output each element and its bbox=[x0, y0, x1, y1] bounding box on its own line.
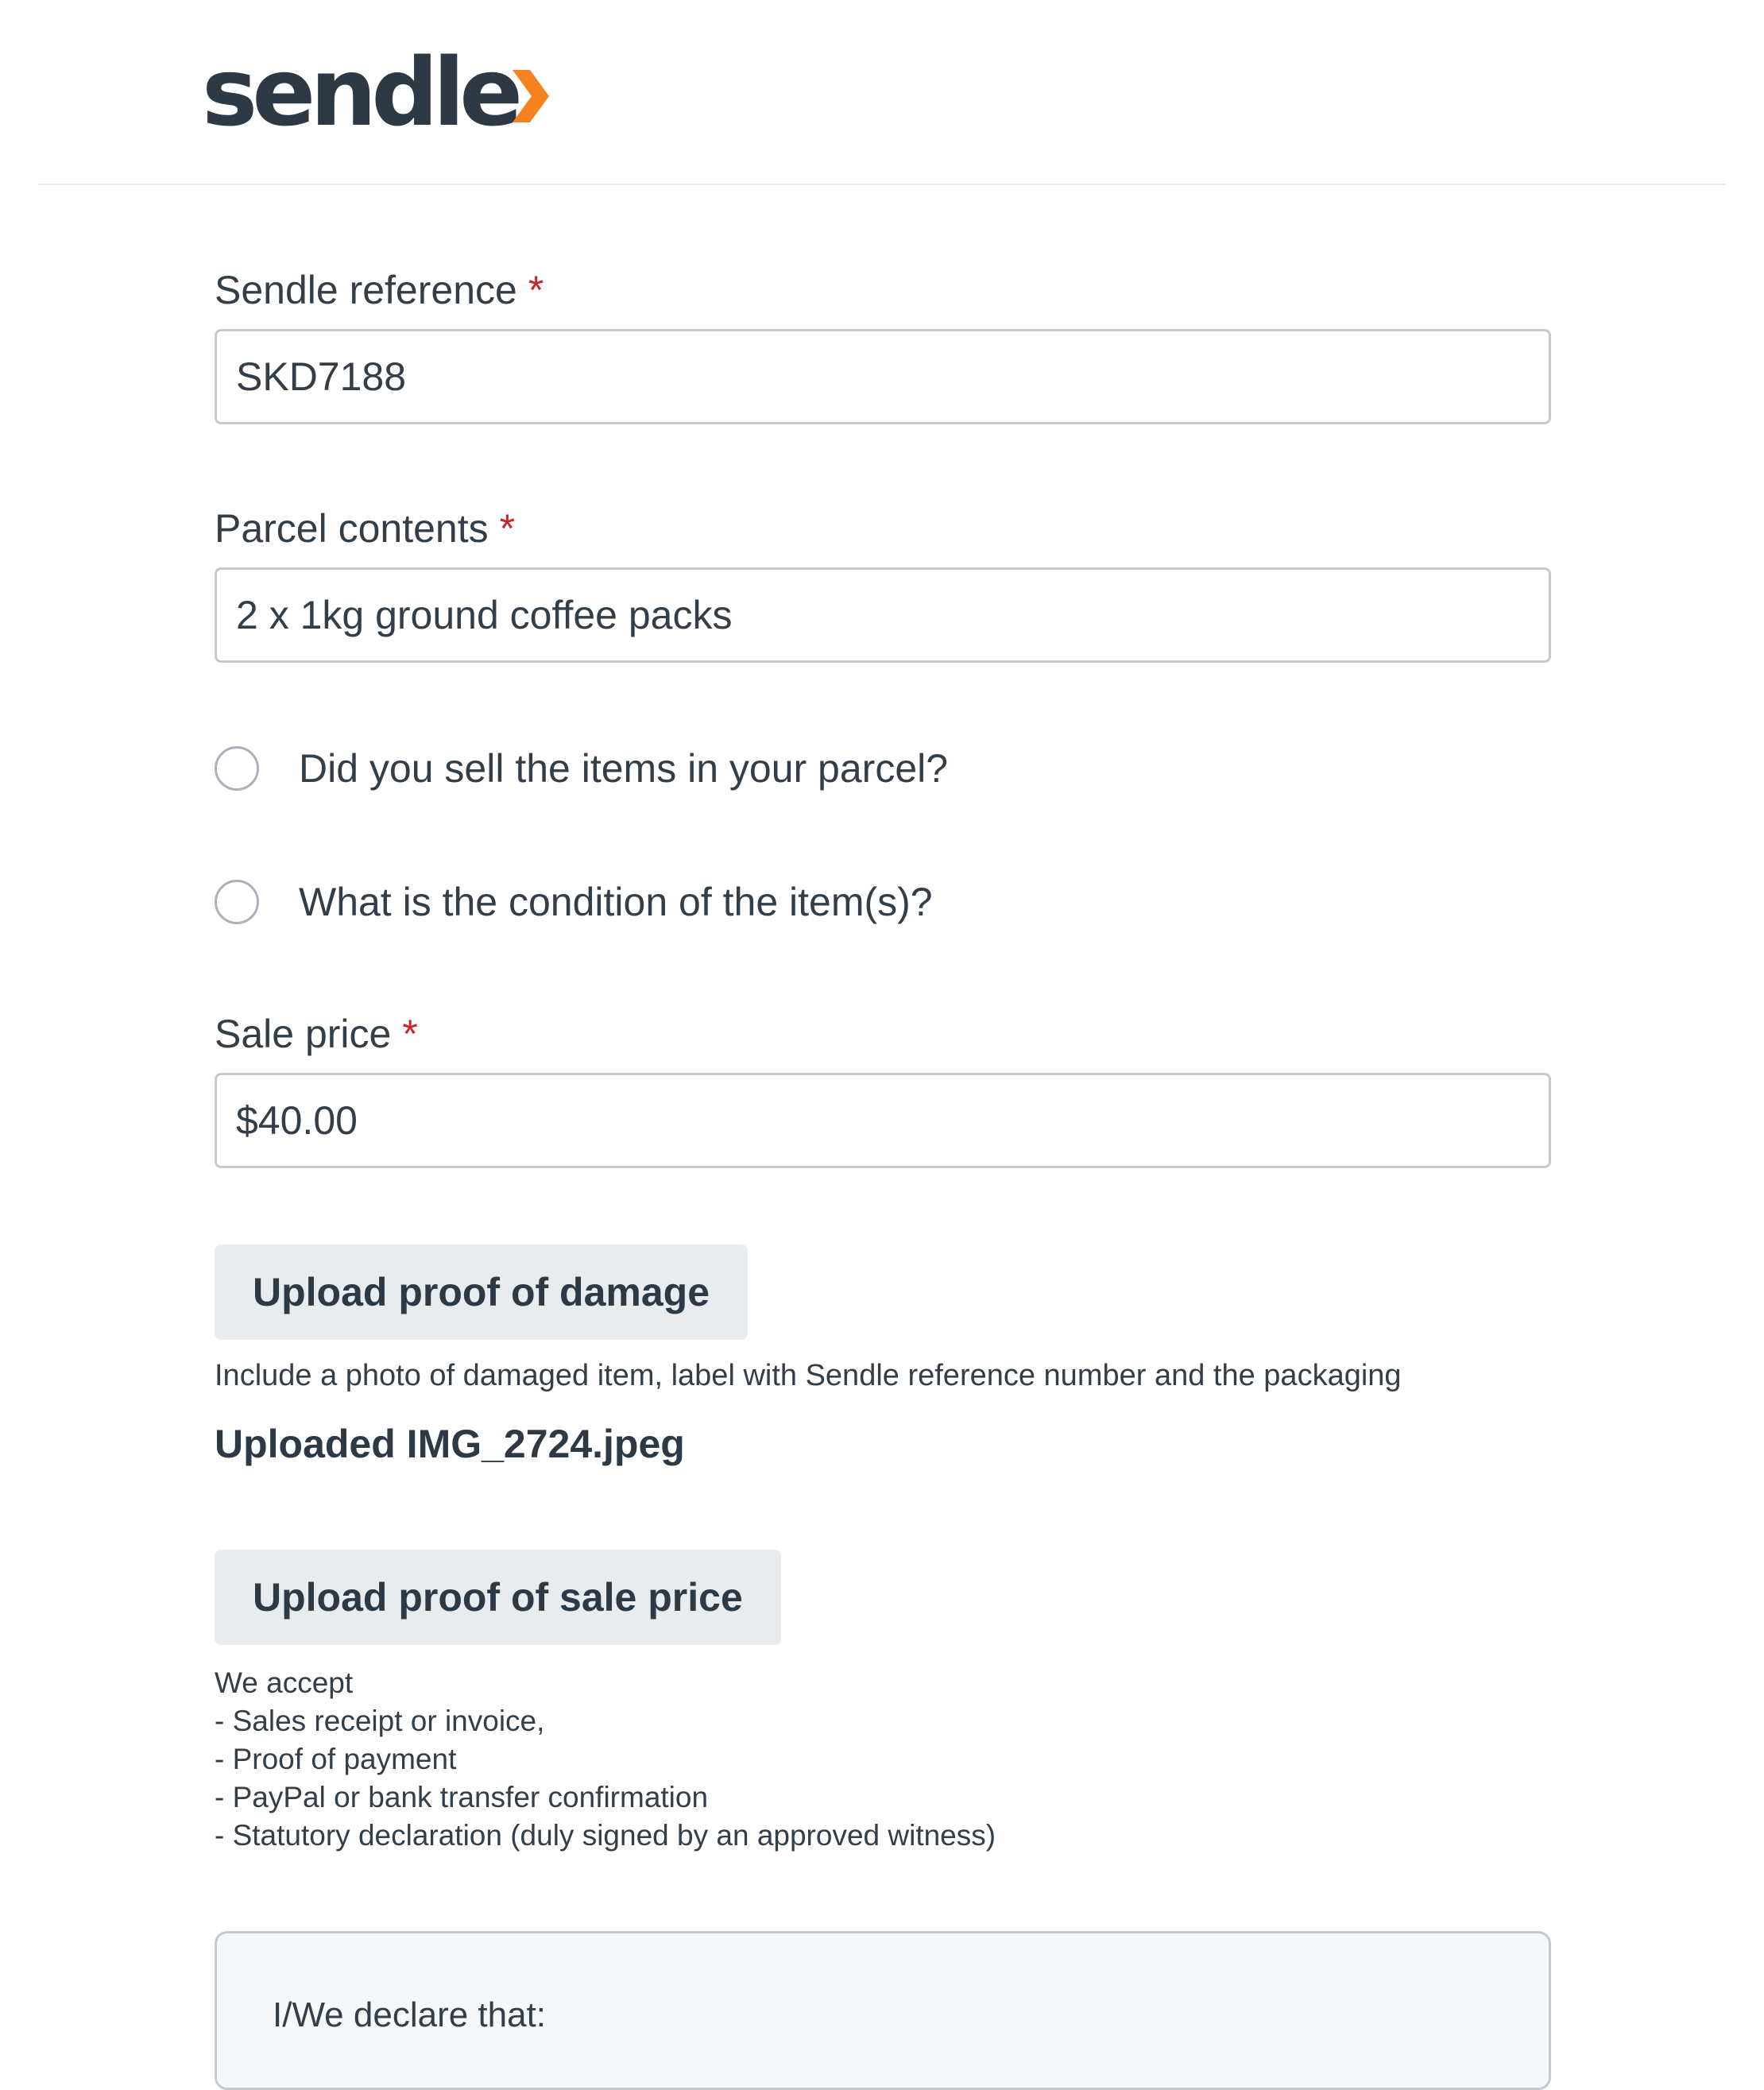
contents-label-text: Parcel contents bbox=[215, 506, 489, 551]
damage-help-text: Include a photo of damaged item, label with Sendle reference number and the packaging bbox=[215, 1359, 1402, 1392]
list-item: We accept bbox=[215, 1666, 354, 1699]
logo-wordmark: sendle bbox=[202, 37, 518, 147]
required-marker: * bbox=[528, 268, 544, 312]
list-item: - Proof of payment bbox=[215, 1743, 457, 1775]
reference-label bbox=[215, 267, 544, 313]
sale-price-input[interactable] bbox=[215, 1073, 1551, 1168]
logo-chevron-icon bbox=[513, 70, 549, 122]
reference-input[interactable] bbox=[215, 329, 1551, 424]
list-item: - Statutory declaration (duly signed by an approved witness) bbox=[215, 1819, 996, 1852]
accepted-proofs-list bbox=[215, 1664, 996, 1855]
upload-sale-price-button[interactable]: Upload proof of sale price bbox=[215, 1550, 781, 1645]
contents-label bbox=[215, 505, 515, 552]
list-item: - PayPal or bank transfer confirmation bbox=[215, 1781, 709, 1813]
reference-label-text: Sendle reference bbox=[215, 268, 517, 312]
header-divider bbox=[38, 184, 1726, 185]
sendle-logo[interactable] bbox=[202, 37, 549, 147]
sale-price-label-text: Sale price bbox=[215, 1012, 392, 1056]
page-header bbox=[0, 0, 1764, 184]
declaration-heading: I/We declare that: bbox=[273, 1995, 547, 2034]
condition-radio[interactable] bbox=[215, 880, 259, 924]
declaration-panel bbox=[215, 1931, 1551, 2090]
uploaded-file-name: Uploaded IMG_2724.jpeg bbox=[215, 1422, 685, 1466]
required-marker: * bbox=[402, 1012, 418, 1056]
condition-label: What is the condition of the item(s)? bbox=[299, 880, 933, 924]
condition-question[interactable] bbox=[215, 874, 933, 930]
sold-items-radio[interactable] bbox=[215, 746, 259, 791]
sold-items-question[interactable] bbox=[215, 741, 948, 796]
contents-input[interactable] bbox=[215, 567, 1551, 663]
upload-damage-button[interactable]: Upload proof of damage bbox=[215, 1244, 748, 1340]
list-item: - Sales receipt or invoice, bbox=[215, 1705, 545, 1737]
sold-items-label: Did you sell the items in your parcel? bbox=[299, 746, 949, 791]
required-marker: * bbox=[499, 506, 516, 551]
sale-price-label bbox=[215, 1011, 418, 1057]
